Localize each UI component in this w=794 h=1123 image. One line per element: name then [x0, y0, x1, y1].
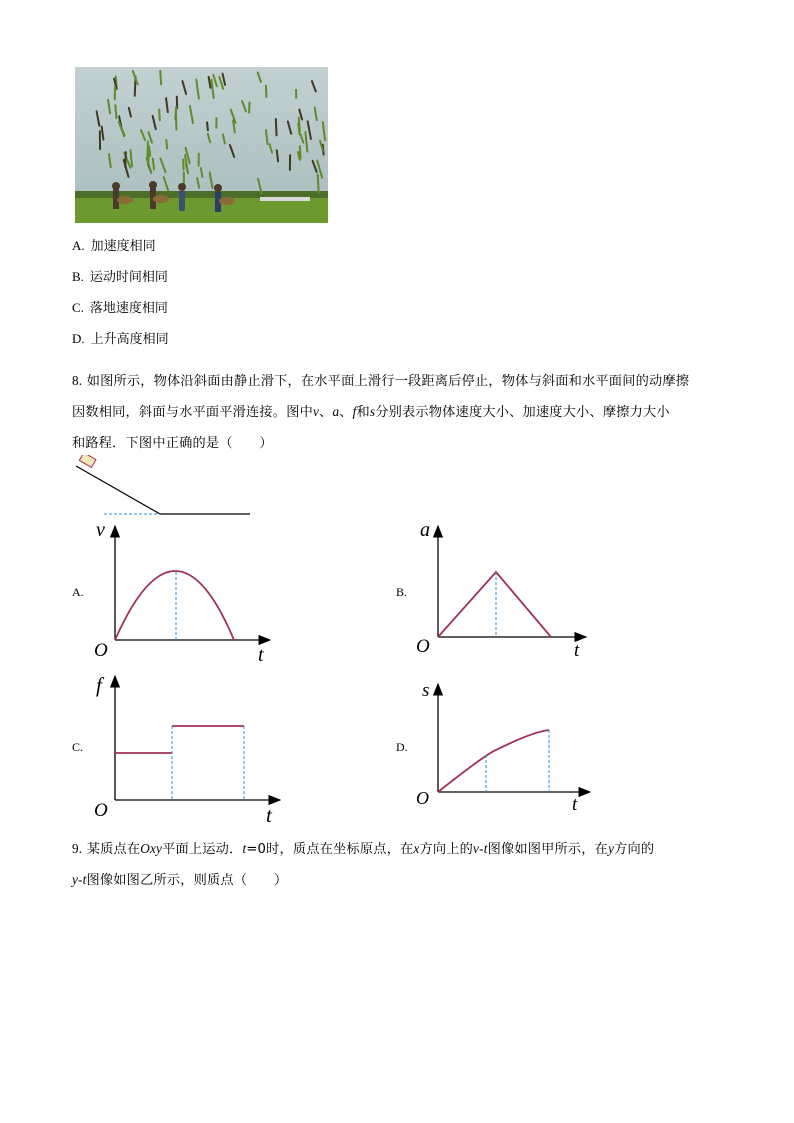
origin-label: O — [416, 788, 429, 808]
q8-line-2: 因数相同，斜面与水平面平滑连接。图中v、a、f和s分别表示物体速度大小、加速度大小、摩擦力大小 — [72, 404, 670, 420]
q9-line-2: y-t图像如图乙所示，则质点（ ） — [72, 872, 288, 888]
block — [79, 455, 96, 467]
y-axis-label: v — [96, 519, 105, 541]
q9-line-1: 9. 某质点在Oxy平面上运动．t=0时，质点在坐标原点，在x方向上的v-t图像如图甲所示，在y方向的 — [72, 841, 655, 857]
option-b: B. 运动时间相同 — [72, 269, 168, 285]
graph-c — [88, 668, 288, 823]
y-axis-label: f — [96, 673, 102, 697]
origin-label: O — [94, 640, 108, 661]
graph-a — [88, 512, 278, 662]
q8-line-1: 8. 如图所示，物体沿斜面由静止滑下，在水平面上滑行一段距离后停止，物体与斜面和水平面间的动摩擦 — [72, 373, 690, 389]
distance-curve — [438, 730, 549, 792]
graph-a-label: A. — [72, 585, 84, 599]
option-d: D. 上升高度相同 — [72, 331, 169, 347]
q8-line-3: 和路程．下图中正确的是（ ） — [72, 436, 273, 451]
y-axis-label: a — [420, 519, 430, 541]
x-axis-label: t — [266, 803, 272, 823]
option-a: A. 加速度相同 — [72, 238, 156, 254]
velocity-curve — [115, 571, 234, 640]
graph-d — [412, 672, 602, 817]
origin-label: O — [94, 800, 108, 821]
rice-seedling-photo — [75, 67, 328, 223]
graph-d-label: D. — [396, 740, 408, 754]
graph-c-label: C. — [72, 740, 84, 754]
acceleration-line — [438, 572, 551, 637]
x-axis-label: t — [258, 644, 264, 662]
graph-b-label: B. — [396, 585, 408, 599]
x-axis-label: t — [572, 794, 578, 815]
option-c: C. 落地速度相同 — [72, 300, 168, 316]
y-axis-label: s — [422, 680, 430, 701]
graph-b — [412, 512, 602, 662]
incline-line — [76, 466, 160, 514]
origin-label: O — [416, 636, 430, 657]
x-axis-label: t — [574, 640, 580, 661]
